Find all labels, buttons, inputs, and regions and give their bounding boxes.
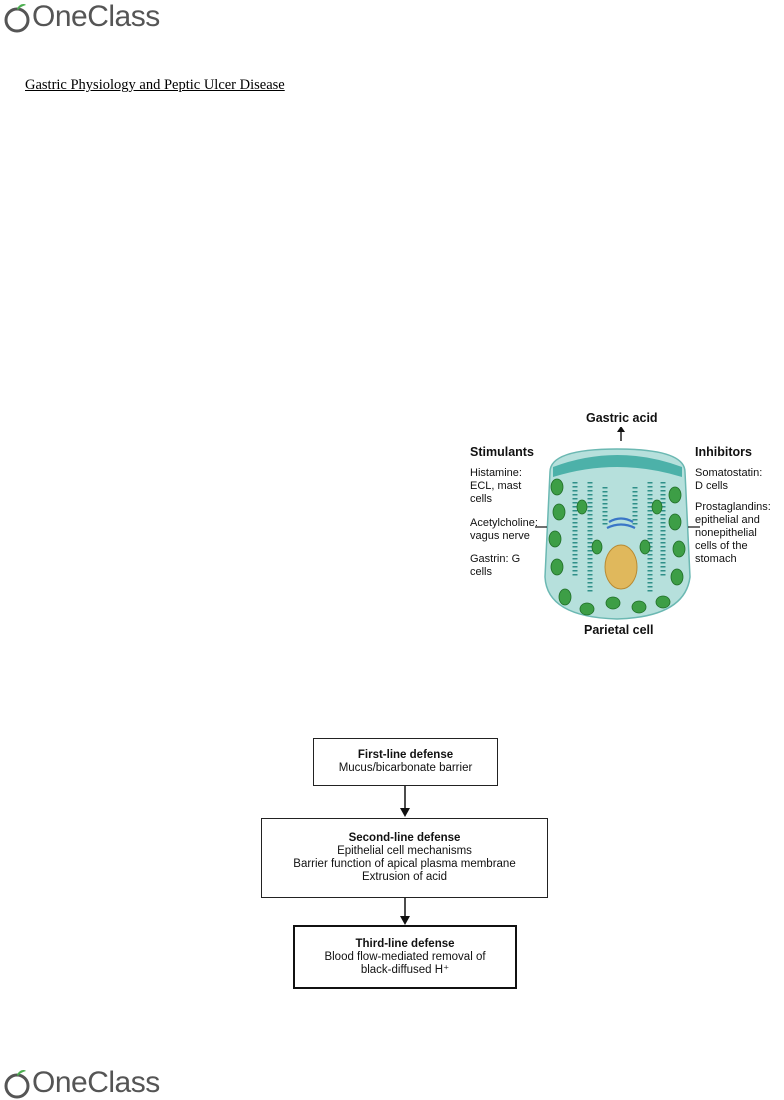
arrow-down-icon [395,898,415,926]
stimulants-heading: Stimulants [470,445,534,459]
stimulant-acetylcholine: Acetylcholine: vagus nerve [470,517,538,542]
logo-text: OneClass [32,0,160,33]
document-title: Gastric Physiology and Peptic Ulcer Disease [25,77,285,93]
parietal-cell-illustration [535,427,700,622]
defense-flowchart [260,738,550,998]
first-line-defense-box [313,738,498,786]
parietal-cell-figure [460,405,782,645]
apple-icon [2,1066,32,1100]
logo-text: OneClass [32,1066,160,1099]
inhibitor-somatostatin: Somatostatin: D cells [695,467,763,492]
first-line-text: Mucus/bicarbonate barrier [338,762,473,774]
stimulant-histamine: Histamine: ECL, mast cells [470,467,522,505]
second-line-defense-box [261,818,548,898]
oneclass-logo [2,0,160,34]
second-line-text-2: Barrier function of apical plasma membrane [293,858,516,870]
third-line-text-1: Blood flow-mediated removal of [324,950,486,963]
inhibitor-prostaglandins: Prostaglandins: epithelial and nonepithelial cells of the stomach [695,501,771,565]
arrow-down-icon [395,786,415,818]
first-line-title: First-line defense [357,749,454,761]
gastric-acid-label: Gastric acid [586,411,658,425]
inhibitors-heading: Inhibitors [695,445,752,459]
second-line-title: Second-line defense [348,832,461,844]
stimulant-gastrin: Gastrin: G cells [470,553,521,578]
second-line-text-1: Epithelial cell mechanisms [337,845,472,857]
parietal-cell-caption: Parietal cell [584,623,654,637]
apple-icon [2,0,32,34]
second-line-text-3: Extrusion of acid [361,871,447,883]
third-line-defense-box [293,925,517,989]
third-line-title: Third-line defense [355,937,455,950]
third-line-text-2: black-diffused H⁺ [360,963,450,976]
oneclass-logo-footer [2,1066,160,1100]
